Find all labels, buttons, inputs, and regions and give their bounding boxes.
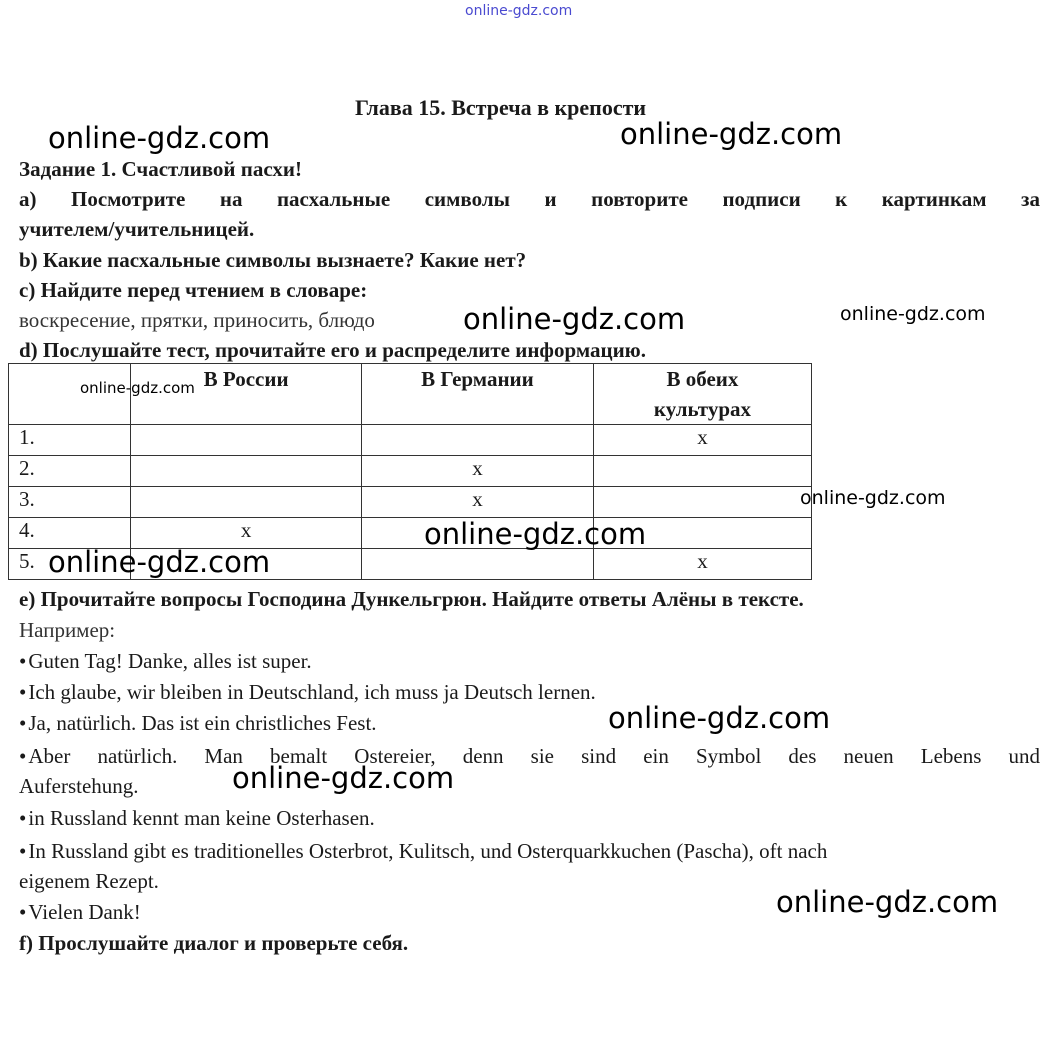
watermark-top: online-gdz.com: [465, 3, 573, 19]
answer-item: • In Russland gibt es traditionelles Osterbrot, Kulitsch, und Osterquarkkuchen (Pascha), oft nach: [19, 836, 1040, 866]
answer-item: • in Russland kennt man keine Osterhasen.: [19, 803, 375, 833]
cell-germany: x: [361, 487, 593, 518]
cell-both: x: [593, 425, 811, 456]
task-e: е) Прочитайте вопросы Господина Дункельгрюн. Найдите ответы Алёны в тексте.: [19, 587, 804, 611]
answer-item: • Ja, natürlich. Das ist ein christliches Fest.: [19, 708, 377, 738]
row-number: 2.: [9, 456, 131, 487]
watermark: online-gdz.com: [48, 545, 271, 579]
table-row: [9, 487, 812, 518]
cell-both: x: [593, 549, 811, 580]
watermark: online-gdz.com: [424, 517, 647, 551]
watermark: online-gdz.com: [232, 761, 455, 795]
header-germany: В Германии: [361, 364, 593, 425]
header-russia: В России: [131, 364, 362, 425]
watermark: online-gdz.com: [463, 302, 686, 336]
table-row: [9, 425, 812, 456]
row-number: 5.: [9, 549, 131, 580]
cell-germany: [361, 549, 593, 580]
cell-germany: [361, 425, 593, 456]
cell-russia: [131, 487, 362, 518]
table-row: [9, 518, 812, 549]
task-a-line2: учителем/учительницей.: [19, 217, 255, 241]
header-both: В обеих культурах: [593, 364, 811, 425]
task-c: с) Найдите перед чтением в словаре:: [19, 278, 368, 302]
answer-item: • Ich glaube, wir bleiben in Deutschland, ich muss ja Deutsch lernen.: [19, 677, 596, 707]
watermark: online-gdz.com: [776, 885, 999, 919]
task-b: b) Какие пасхальные символы вызнаете? Какие нет?: [19, 248, 527, 272]
task-a-line1: а) Посмотрите на пасхальные символы и повторите подписи к картинкам за: [19, 187, 1040, 211]
watermark: online-gdz.com: [620, 117, 843, 151]
cell-russia: x: [131, 518, 362, 549]
chapter-title: Глава 15. Встреча в крепости: [355, 95, 647, 120]
watermark: online-gdz.com: [840, 303, 986, 325]
cell-russia: [131, 456, 362, 487]
task-c-words: воскресение, прятки, приносить, блюдо: [19, 308, 375, 332]
task-d: d) Послушайте тест, прочитайте его и распределите информацию.: [19, 338, 646, 362]
cell-both: [593, 456, 811, 487]
task-f: f) Прослушайте диалог и проверьте себя.: [19, 931, 409, 955]
watermark: online-gdz.com: [800, 487, 946, 509]
cell-russia: [131, 425, 362, 456]
table-row: [9, 456, 812, 487]
row-number: 4.: [9, 518, 131, 549]
row-number: 3.: [9, 487, 131, 518]
answer-item: • Vielen Dank!: [19, 897, 141, 927]
cell-germany: x: [361, 456, 593, 487]
cell-both: [593, 487, 811, 518]
answer-item-continued: Auferstehung.: [19, 774, 139, 798]
row-number: 1.: [9, 425, 131, 456]
watermark: online-gdz.com: [80, 379, 195, 397]
watermark: online-gdz.com: [608, 701, 831, 735]
answer-item: • Guten Tag! Danke, alles ist super.: [19, 646, 312, 676]
example-label: Например:: [19, 618, 116, 642]
task-title: Задание 1. Счастливой пасхи!: [19, 157, 302, 181]
answer-item-continued: eigenem Rezept.: [19, 869, 159, 893]
watermark: online-gdz.com: [48, 121, 271, 155]
answer-item: • Aber natürlich. Man bemalt Ostereier, denn sie sind ein Symbol des neuen Lebens und: [19, 741, 1040, 771]
